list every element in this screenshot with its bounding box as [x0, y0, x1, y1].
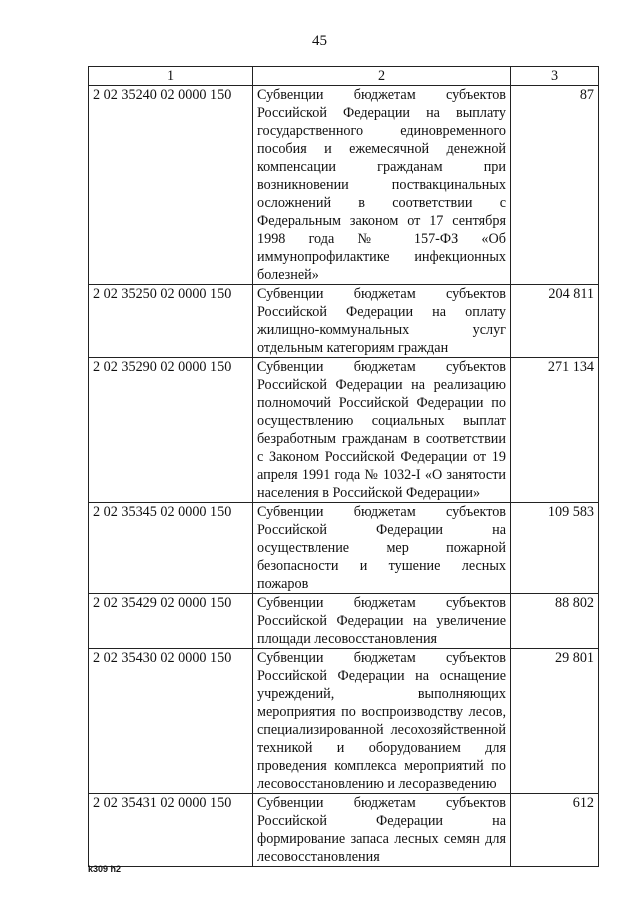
row-amount: 88 802	[511, 594, 599, 649]
row-amount: 87	[511, 86, 599, 285]
row-amount: 612	[511, 794, 599, 867]
row-description: Субвенции бюджетам субъектов Российской Федерации на выплату государственного единовременного пособия и ежемесячной денежной компенсации гражданам при возникновении поствакцинальных осложнений в соответствии с Федеральным законом от 17 сентября 1998 года № 157-ФЗ «Об иммунопрофилактике инфекционных болезней»	[253, 86, 511, 285]
row-description: Субвенции бюджетам субъектов Российской Федерации на оснащение учреждений, выполняющих мероприятия по воспроизводству лесов, специализированной лесохозяйственной техникой и оборудованием для проведения комплекса мероприятий по лесовосстановлению и лесоразведению	[253, 649, 511, 794]
budget-code: 2 02 35345 02 0000 150	[89, 503, 253, 594]
budget-code: 2 02 35250 02 0000 150	[89, 285, 253, 358]
table-row	[89, 503, 599, 594]
budget-code: 2 02 35429 02 0000 150	[89, 594, 253, 649]
budget-code: 2 02 35290 02 0000 150	[89, 358, 253, 503]
row-description: Субвенции бюджетам субъектов Российской Федерации на осуществление мер пожарной безопасности и тушение лесных пожаров	[253, 503, 511, 594]
budget-code: 2 02 35430 02 0000 150	[89, 649, 253, 794]
table-row	[89, 649, 599, 794]
page-number: 45	[312, 33, 327, 49]
row-description: Субвенции бюджетам субъектов Российской Федерации на увеличение площади лесовосстановления	[253, 594, 511, 649]
table-row	[89, 594, 599, 649]
row-description: Субвенции бюджетам субъектов Российской Федерации на реализацию полномочий Российской Федерации по осуществлению социальных выплат безработным гражданам в соответствии с Законом Российской Федерации от 19 апреля 1991 года № 1032-I «О занятости населения в Российской Федерации»	[253, 358, 511, 503]
row-amount: 29 801	[511, 649, 599, 794]
table-row	[89, 86, 599, 285]
row-amount: 109 583	[511, 503, 599, 594]
table-row	[89, 285, 599, 358]
row-amount: 271 134	[511, 358, 599, 503]
column-header-2: 2	[253, 67, 511, 86]
column-header-3: 3	[511, 67, 599, 86]
footer-code: k309 h2	[88, 864, 122, 874]
row-amount: 204 811	[511, 285, 599, 358]
table-row	[89, 358, 599, 503]
budget-code: 2 02 35431 02 0000 150	[89, 794, 253, 867]
row-description: Субвенции бюджетам субъектов Российской Федерации на формирование запаса лесных семян для лесовосстановления	[253, 794, 511, 867]
row-description: Субвенции бюджетам субъектов Российской Федерации на оплату жилищно-коммунальных услуг отдельным категориям граждан	[253, 285, 511, 358]
budget-code: 2 02 35240 02 0000 150	[89, 86, 253, 285]
table-header-row	[89, 67, 599, 86]
table-row	[89, 794, 599, 867]
budget-table	[88, 66, 599, 867]
column-header-1: 1	[89, 67, 253, 86]
